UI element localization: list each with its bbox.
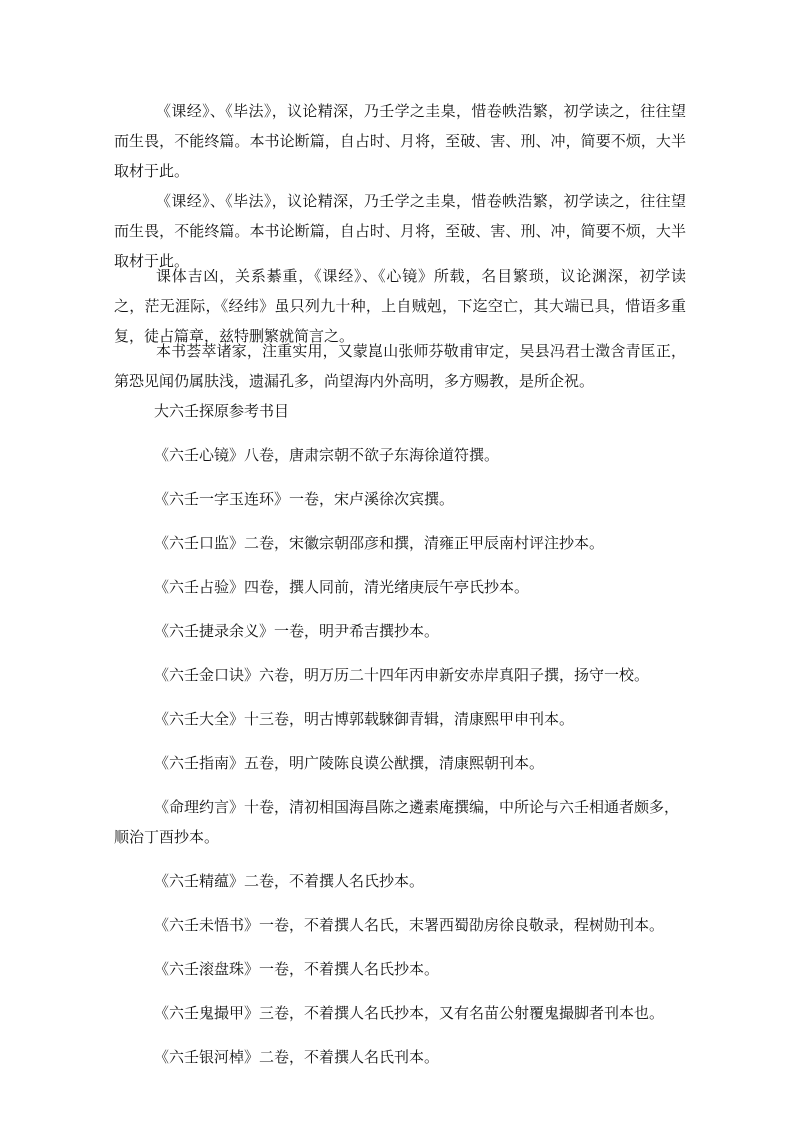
paragraph-4: 本书荟萃诸家，注重实用，又蒙崑山张师芬敬甫审定，吴县冯君士澂含青匡正，第恐见闻仍属肤浅，遗漏孔多，尚望海内外高明，多方赐教，是所企祝。	[114, 342, 686, 390]
paragraph-3: 课体吉凶，关系綦重，《课经》、《心镜》所载，名目繁琐，议论渊深，初学读之，茫无涯际，《经纬》虽只列九十种，上自贼剋，下迄空亡，其大端已具，惜语多重复，徒占篇章，兹特删繁就简言之。	[114, 267, 686, 345]
bibliography-item: 《命理约言》十卷，清初相国海昌陈之遴素庵撰编，中所论与六壬相通者颇多，顺治丁酉抄本。	[114, 798, 680, 846]
bibliography-item: 《六壬指南》五卷，明广陵陈良谟公猷撰，清康熙朝刊本。	[154, 754, 545, 772]
bibliography-item: 《六壬滚盘珠》一卷，不着撰人名氏抄本。	[154, 960, 440, 978]
bibliography-item: 《六壬鬼撮甲》三卷，不着撰人名氏抄本，又有名苗公射覆鬼撮脚者刊本也。	[154, 1004, 665, 1022]
bibliography-item: 《六壬银河棹》二卷，不着撰人名氏刊本。	[154, 1048, 440, 1066]
bibliography-item: 《六壬心镜》八卷，唐肃宗朝不欲子东海徐道符撰。	[154, 446, 500, 464]
bibliography-item: 《六壬未悟书》一卷，不着撰人名氏，末署西蜀劭房徐良敬录，程树勋刊本。	[154, 916, 665, 934]
bibliography-title: 大六壬探原参考书目	[154, 402, 290, 420]
bibliography-item: 《六壬捷录余义》一卷，明尹希吉撰抄本。	[154, 622, 440, 640]
bibliography-item: 《六壬口监》二卷，宋徽宗朝邵彦和撰，清雍正甲辰南村评注抄本。	[154, 534, 605, 552]
paragraph-2: 《课经》、《毕法》，议论精深，乃壬学之圭臬，惜卷帙浩繁，初学读之，往往望而生畏，不能终篇。本书论断篇，自占时、月将，至破、害、刑、冲，简要不烦，大半取材于此。	[114, 192, 686, 270]
bibliography-item: 《六壬一字玉连环》一卷，宋卢溪徐次宾撰。	[154, 490, 455, 508]
bibliography-item: 《六壬精蕴》二卷，不着撰人名氏抄本。	[154, 872, 425, 890]
bibliography-item: 《六壬大全》十三卷，明古博郭载騋御青辑，清康熙甲申刊本。	[154, 710, 575, 728]
bibliography-item: 《六壬金口诀》六卷，明万历二十四年丙申新安赤岸真阳子撰，扬守一校。	[154, 666, 650, 684]
paragraph-1: 《课经》、《毕法》，议论精深，乃壬学之圭臬，惜卷帙浩繁，初学读之，往往望而生畏，不能终篇。本书论断篇，自占时、月将，至破、害、刑、冲，简要不烦，大半取材于此。	[114, 102, 686, 180]
bibliography-item: 《六壬占验》四卷，撰人同前，清光绪庚辰午亭氏抄本。	[154, 578, 530, 596]
